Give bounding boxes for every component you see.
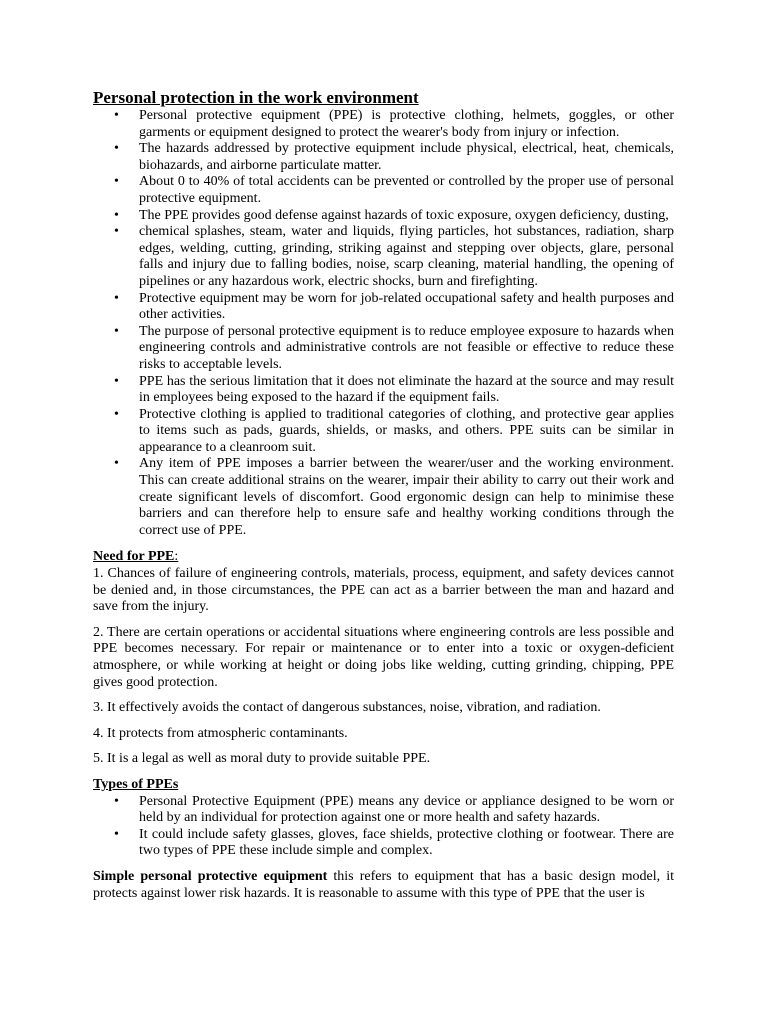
bullet-icon: • xyxy=(114,406,119,422)
list-item-text: Protective equipment may be worn for job-related occupational safety and health purposes and other activities. xyxy=(139,290,674,323)
need-heading xyxy=(93,549,674,566)
bullet-icon: • xyxy=(114,826,119,842)
simple-ppe-lead: Simple personal protective equipment xyxy=(93,868,328,884)
need-heading-text: Need for PPE xyxy=(93,549,175,565)
list-item xyxy=(114,373,674,407)
list-item xyxy=(114,406,674,457)
list-item-text: Personal protective equipment (PPE) is protective clothing, helmets, goggles, or other garments or equipment designed to protect the wearer's body from injury or infection. xyxy=(139,108,674,140)
list-item-text: It could include safety glasses, gloves, face shields, protective clothing or footwear. There are two types of PPE these include simple and complex. xyxy=(139,826,674,859)
list-item xyxy=(114,108,674,141)
bullet-icon: • xyxy=(114,793,119,809)
bullet-icon: • xyxy=(114,373,119,389)
list-item-text: Protective clothing is applied to traditional categories of clothing, and protective gear applies to items such as pads, guards, shields, or masks, and others. PPE suits can be similar in appearance to a cleanroom suit. xyxy=(139,406,674,455)
list-item-text: The purpose of personal protective equipment is to reduce employee exposure to hazards when engineering controls and administrative controls are not feasible or effective to reduce these risks to acceptable levels. xyxy=(139,323,674,372)
list-item xyxy=(114,826,674,860)
bullet-icon: • xyxy=(114,174,119,190)
list-item xyxy=(114,323,674,374)
list-item xyxy=(114,141,674,174)
list-item xyxy=(114,456,674,539)
list-item-text: The PPE provides good defense against hazards of toxic exposure, oxygen deficiency, dusting, xyxy=(139,207,669,223)
page-title: Personal protection in the work environment xyxy=(93,88,419,107)
need-heading-suffix: : xyxy=(174,549,179,565)
list-item xyxy=(114,174,674,207)
need-point-5: 5. It is a legal as well as moral duty to provide suitable PPE. xyxy=(93,751,431,767)
list-item xyxy=(114,290,674,324)
bullet-icon: • xyxy=(114,207,119,223)
need-point-1: 1. Chances of failure of engineering controls, materials, process, equipment, and safety devices cannot be denied and, in those circumstances, the PPE can act as a barrier between the man and hazard and save from the injury. xyxy=(93,566,674,615)
need-point-4: 4. It protects from atmospheric contaminants. xyxy=(93,725,348,741)
list-item-text: Personal Protective Equipment (PPE) means any device or appliance designed to be worn or held by an individual for protection against one or more health and safety hazards. xyxy=(139,793,674,826)
intro-bullet-list xyxy=(93,108,674,539)
simple-ppe-paragraph xyxy=(93,869,674,902)
list-item xyxy=(114,793,674,827)
bullet-icon: • xyxy=(114,224,119,240)
list-item-text: chemical splashes, steam, water and liquids, flying particles, hot substances, radiation, sharp edges, welding, cutting, grinding, striking against and stepping over objects, glare, personal falls and injury due to falling bodies, noise, scarp cleaning, material handling, the opening of pipelines or any hazardous work, electric shocks, burn and firefighting. xyxy=(139,224,674,289)
types-bullet-list xyxy=(93,794,674,860)
need-point-2: 2. There are certain operations or accidental situations where engineering controls are less possible and PPE becomes necessary. For repair or maintenance or to enter into a toxic or oxygen-deficient atmosphere, or while working at height or doing jobs like welding, cutting grinding, chipping, PPE gives good protection. xyxy=(93,624,674,690)
bullet-icon: • xyxy=(114,323,119,339)
bullet-icon: • xyxy=(114,456,119,472)
list-item-text: The hazards addressed by protective equipment include physical, electrical, heat, chemicals, biohazards, and airborne particulate matter. xyxy=(139,141,674,173)
list-item xyxy=(114,224,674,290)
list-item-text: PPE has the serious limitation that it does not eliminate the hazard at the source and may result in employees being exposed to the hazard if the equipment fails. xyxy=(139,373,674,406)
simple-ppe-text: this refers to equipment that has a basic design model, it protects against lower risk hazards. It is reasonable to assume with this type of PPE that the user is xyxy=(93,868,674,901)
list-item xyxy=(114,207,674,225)
need-point-3: 3. It effectively avoids the contact of dangerous substances, noise, vibration, and radiation. xyxy=(93,700,601,716)
types-heading: Types of PPEs xyxy=(93,776,179,792)
bullet-icon: • xyxy=(114,290,119,306)
bullet-icon: • xyxy=(114,108,119,123)
bullet-icon: • xyxy=(114,141,119,157)
list-item-text: Any item of PPE imposes a barrier between the wearer/user and the working environment. This can create additional strains on the wearer, impair their ability to carry out their work and create significant levels of discomfort. Good ergonomic design can help to minimise these barriers and can therefore help to ensure safe and healthy working conditions through the correct use of PPE. xyxy=(139,456,674,538)
list-item-text: About 0 to 40% of total accidents can be prevented or controlled by the proper use of personal protective equipment. xyxy=(139,174,674,206)
